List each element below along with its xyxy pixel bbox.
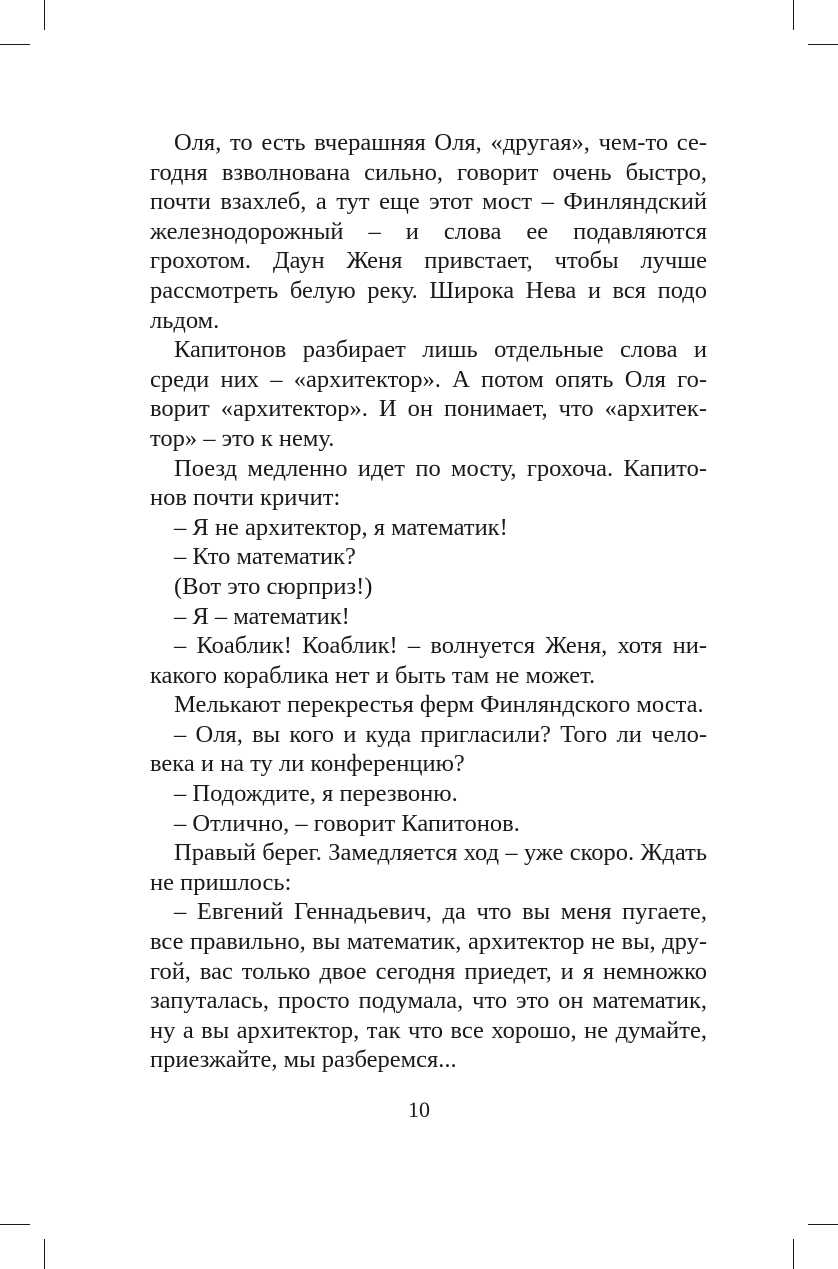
- dialogue-line-8: – Евгений Геннадьевич, да что вы меня пугаете, все правильно, вы математик, архитектор не вы, другой, вас только двое сегодня приедет, и я немножко запуталась, просто подумала, что это он математик, ну а вы архитектор, так что все хорошо, не думайте, приезжайте, мы разберемся...: [150, 898, 707, 1074]
- paragraph-4: Мелькают перекрестья ферм Финляндского моста.: [174, 691, 704, 719]
- aside-line: (Вот это сюрприз!): [174, 572, 373, 600]
- dialogue-line-1: – Я не архитектор, я математик!: [174, 513, 508, 541]
- crop-mark-top-right-h: [808, 44, 838, 45]
- crop-mark-top-left-h: [0, 44, 30, 45]
- dialogue-line-5: – Оля, вы кого и куда пригласили? Того ли человека и на ту ли конференцию?: [150, 720, 707, 778]
- paragraph-3: Поезд медленно идет по мосту, грохоча. Капитонов почти кричит:: [150, 454, 707, 512]
- body-text: [150, 128, 707, 1075]
- dialogue-line-7: – Отлично, – говорит Капитонов.: [174, 809, 520, 837]
- dialogue-line-4: – Коаблик! Коаблик! – волнуется Женя, хотя никакого кораблика нет и быть там не может.: [150, 632, 707, 689]
- dialogue-line-6: – Подождите, я перезвоню.: [174, 780, 458, 808]
- crop-mark-bottom-left: [44, 1239, 45, 1269]
- crop-mark-bottom-right-h: [808, 1224, 838, 1225]
- paragraph-2: Капитонов разбирает лишь отдельные слова и среди них – «архитектор». А потом опять Оля говорит «архитектор». И он понимает, что «архитектор» – это к нему.: [150, 336, 707, 452]
- paragraph-5: Правый берег. Замедляется ход – уже скоро. Ждать не пришлось:: [150, 839, 707, 896]
- paragraph-1: Оля, то есть вчерашняя Оля, «другая», чем-то сегодня взволнована сильно, говорит очень быстро, почти взахлеб, а тут еще этот мост – Финляндский железнодорожный – и слова ее подавляются грохотом. Даун Женя привстает, чтобы лучше рассмотреть белую реку. Широка Нева и вся подо льдом.: [150, 129, 707, 334]
- dialogue-line-3: – Я – математик!: [174, 602, 350, 630]
- crop-mark-top-right: [793, 0, 794, 30]
- crop-mark-top-left: [44, 0, 45, 30]
- crop-mark-bottom-right: [793, 1239, 794, 1269]
- page-number: 10: [408, 1097, 430, 1122]
- crop-mark-bottom-left-h: [0, 1224, 30, 1225]
- dialogue-line-2: – Кто математик?: [174, 543, 356, 571]
